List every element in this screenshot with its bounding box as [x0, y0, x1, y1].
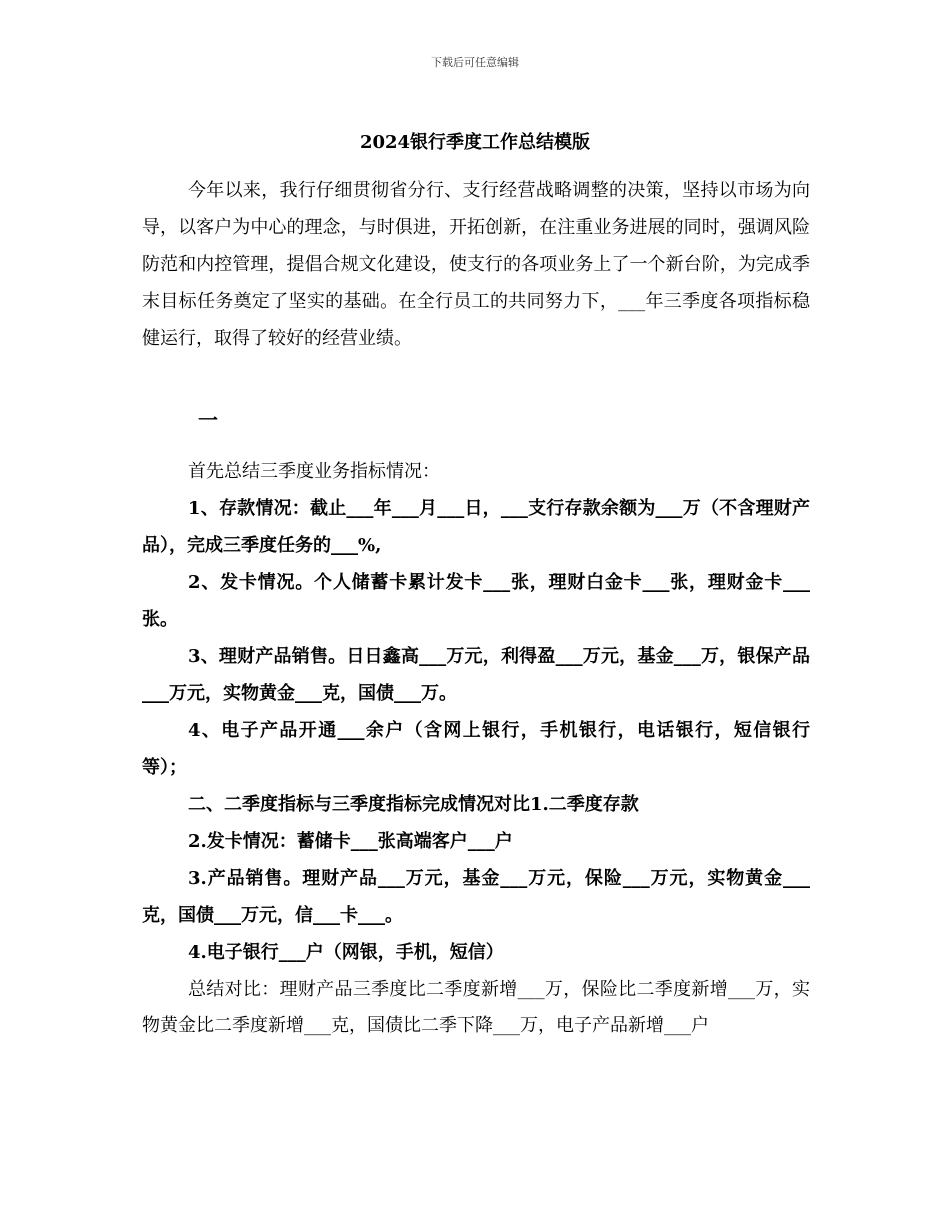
document-title: 2024银行季度工作总结模版	[359, 132, 591, 153]
list-item: 2.发卡情况：蓄储卡___张高端客户___户	[188, 831, 513, 852]
header-note: 下载后可任意编辑	[431, 56, 519, 69]
list-item: 4.电子银行___户（网银，手机，短信）	[188, 942, 504, 963]
list-item: 2、发卡情况。个人储蓄卡累计发卡___张，理财白金卡___张，理财金卡___张。	[142, 572, 810, 630]
summary-paragraph: 总结对比：理财产品三季度比二季度新增___万，保险比二季度新增___万，实物黄金比二季度新增___克，国债比二季下降___万，电子产品新增___户	[142, 979, 810, 1036]
list-item: 3、理财产品销售。日日鑫高___万元，利得盈___万元，基金___万，银保产品___万元，实物黄金___克，国债___万。	[142, 646, 810, 704]
section-mark: 一	[198, 408, 218, 432]
lead-paragraph: 首先总结三季度业务指标情况：	[188, 461, 440, 482]
list-item: 4、电子产品开通___余户（含网上银行，手机银行，电话银行，短信银行等）；	[142, 720, 810, 778]
list-item: 二、二季度指标与三季度指标完成情况对比1.二季度存款	[188, 794, 639, 815]
indicator-list	[142, 490, 810, 971]
intro-paragraph: 今年以来，我行仔细贯彻省分行、支行经营战略调整的决策，坚持以市场为向导，以客户为中心的理念，与时俱进，开拓创新，在注重业务进展的同时，强调风险防范和内控管理，提倡合规文化建设，使支行的各项业务上了一个新台阶，为完成季末目标任务奠定了坚实的基础。在全行员工的共同努力下，___年三季度各项指标稳健运行，取得了较好的经营业绩。	[142, 180, 810, 349]
list-item: 1、存款情况：截止___年___月___日，___支行存款余额为___万（不含理财产品），完成三季度任务的___%,	[142, 498, 810, 556]
list-item: 3.产品销售。理财产品___万元，基金___万元，保险___万元，实物黄金___克，国债___万元，信___卡___。	[142, 868, 810, 926]
